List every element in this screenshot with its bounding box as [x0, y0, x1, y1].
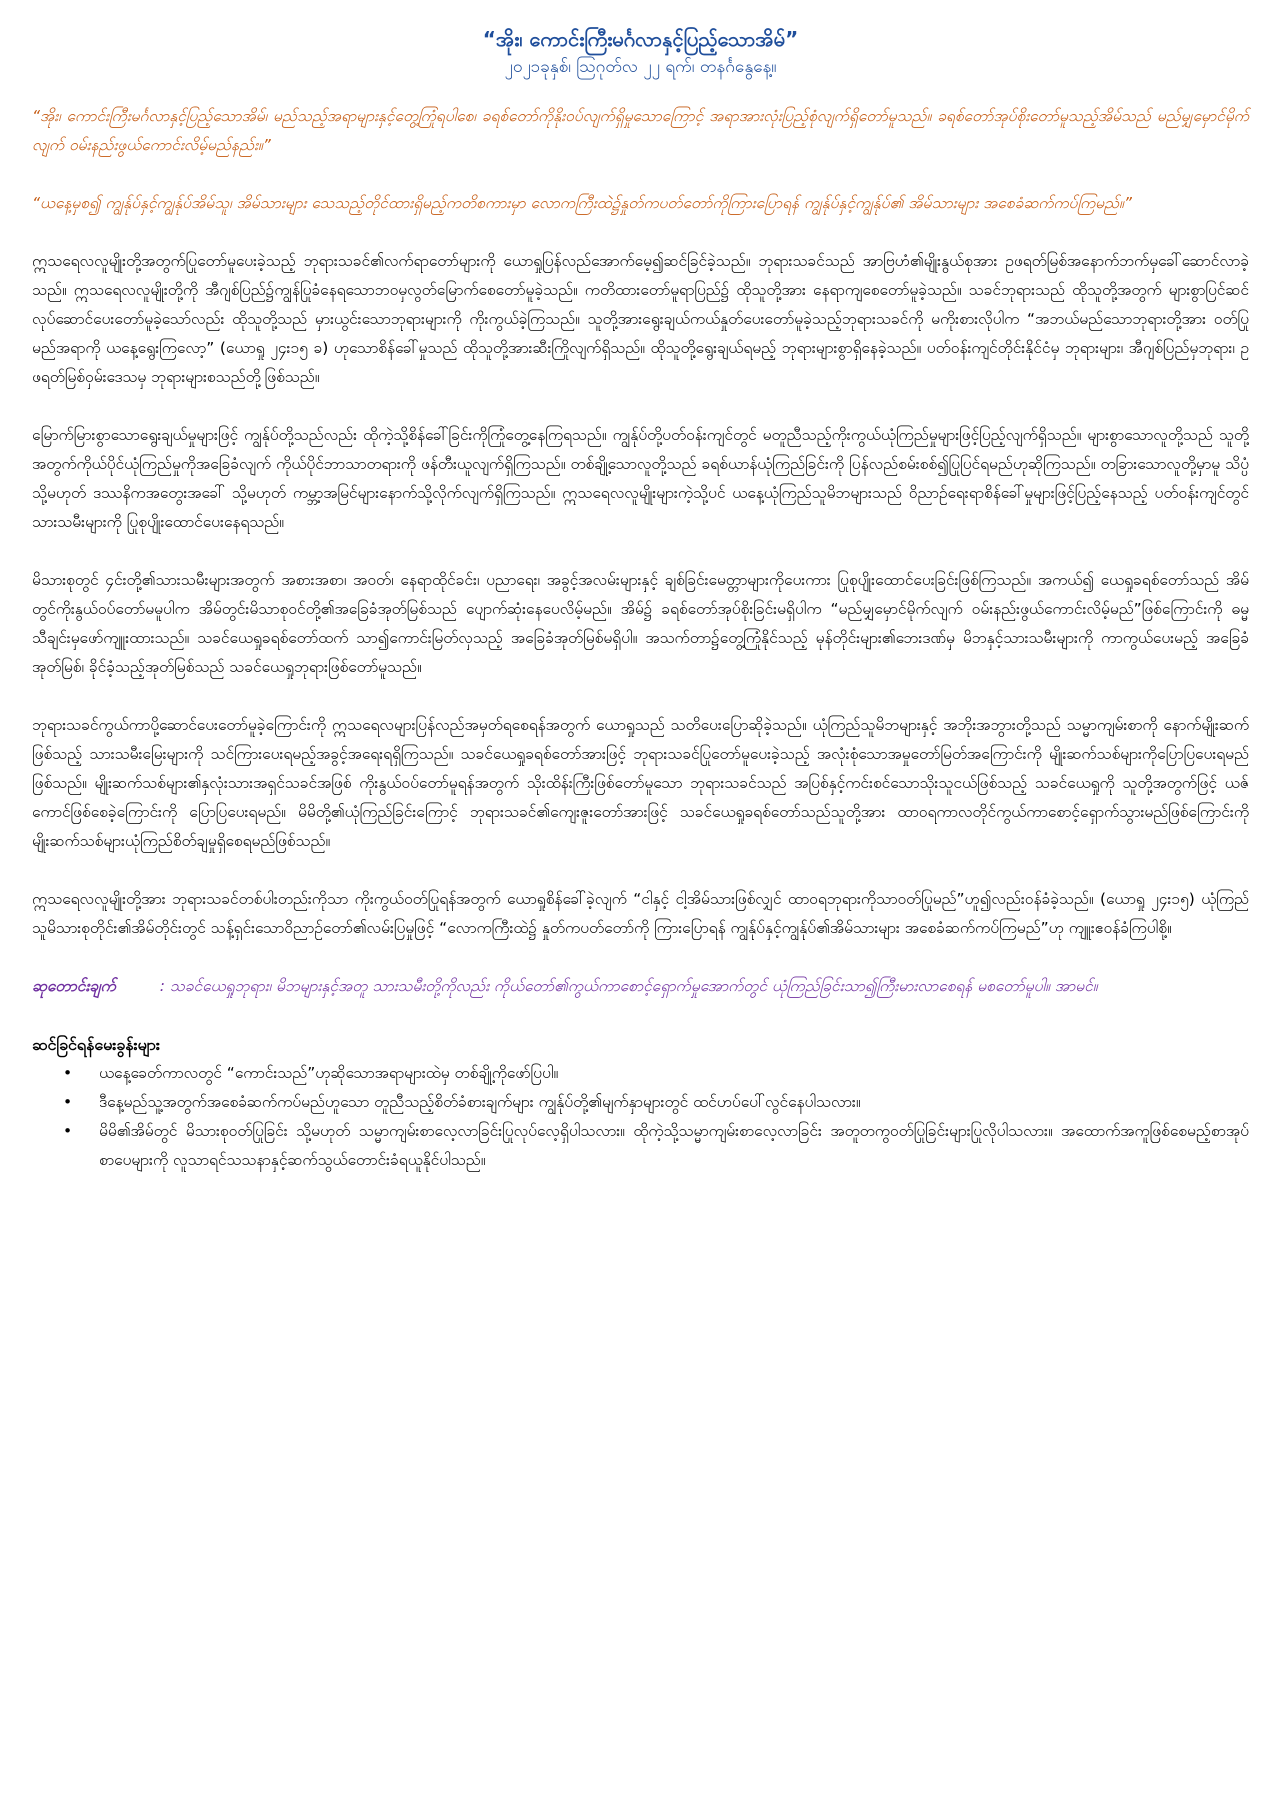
question-text-3: မိမိ၏အိမ်တွင် မိသားစုဝတ်ပြုခြင်း သို့မဟုတ် သမ္မာကျမ်းစာလေ့လာခြင်းပြုလုပ်လေ့ရှိပါသလား။ ထိုကဲ့သို့သမ္မာကျမ်းစာလေ့လာခြင်း အတူတကွဝတ်ပြုခြင်းများပြုလိုပါသလား။ အထောက်အကူဖြစ်စေမည့်စာအုပ်စာပေများကို လူသာရင်သသနာနှင့်ဆက်သွယ်တောင်းခံရယူနိုင်ပါသည်။ [99, 1122, 1249, 1169]
prayer-label: ဆုတောင်းချက် [32, 977, 116, 995]
question-item-1 [63, 1059, 1249, 1088]
question-text-1: ယနေ့ခေတ်ကာလတွင် “ကောင်းသည်”ဟုဆိုသောအရာများထဲမှ တစ်ချို့ကိုဖော်ပြပါ။ [99, 1064, 559, 1082]
bullet-icon: • [63, 1122, 73, 1140]
prayer-block [32, 972, 1249, 1001]
question-text-2: ဒီနေ့မည်သူ့အတွက်အစေခံဆက်ကပ်မည်ဟူသော တူညီသည့်စိတ်ခံစားချက်များ ကျွန်ုပ်တို့၏မျက်နှာများတွင် ထင်ဟပ်ပေါ်လွင်နေပါသလား။ [99, 1093, 861, 1111]
question-item-2 [63, 1088, 1249, 1117]
page-date: ၂၀၂၁ခုနှစ်၊ ဩဂုတ်လ ၂၂ ရက်၊ တနင်္ဂနွေနေ့။ [504, 57, 777, 77]
questions-list [32, 1059, 1249, 1175]
prayer-text: သခင်ယေရှုဘုရား၊ မိဘများနှင့်အတူ သားသမီးတို့ကိုလည်း ကိုယ်တော်၏ကွယ်ကာစောင့်ရှောက်မှုအောက်တွင် ယုံကြည်ခြင်းသာ၍ကြီးမားလာစေရန် မစတော်မူပါ။ အာမင်။ [169, 977, 1098, 995]
prayer-separator: : [159, 977, 165, 995]
body-paragraph-4: ဘုရားသခင်ကွယ်ကာပို့ဆောင်ပေးတော်မူခဲ့ကြောင်းကို ဣသရေလများပြန်လည်အမှတ်ရစေရန်အတွက် ယောရှုသည် သတိပေးပြောဆိုခဲ့သည်။ ယုံကြည်သူမိဘများနှင့် အဘိုးအဘွားတို့သည် သမ္မာကျမ်းစာကို နောက်မျိုးဆက်ဖြစ်သည့် သားသမီးမြေးများကို သင်ကြားပေးရမည့်အခွင့်အရေးရရှိကြသည်။ သခင်ယေရှုခရစ်တော်အားဖြင့် ဘုရားသခင်ပြုတော်မူပေးခဲ့သည့် အလုံးစုံသောအမှုတော်မြတ်အကြောင်းကို မျိုးဆက်သစ်များကိုပြောပြပေးရမည်ဖြစ်သည်။ မျိုးဆက်သစ်များ၏နှလုံးသားအရှင်သခင်အဖြစ် ကိုးနွယ်ဝပ်တော်မူရန်အတွက် သိုးထိန်းကြီးဖြစ်တော်မူသော ဘုရားသခင်သည် အပြစ်နှင့်ကင်းစင်သောသိုးသူငယ်ဖြစ်သည့် သခင်ယေရှုကို သူတို့အတွက်ဖြင့် ယဇ်ကောင်ဖြစ်စေခဲ့ကြောင်းကို ပြောပြပေးရမည်။ မိမိတို့၏ယုံကြည်ခြင်းကြောင့် ဘုရားသခင်၏ကျေးဇူးတော်အားဖြင့် သခင်ယေရှုခရစ်တော်သည်သူတို့အား ထာဝရကာလတိုင်ကွယ်ကာစောင့်ရှောက်သွားမည်ဖြစ်ကြောင်းကို မျိုးဆက်သစ်များယုံကြည်စိတ်ချမှုရှိစေရမည်ဖြစ်သည်။ [32, 716, 1249, 850]
page-title: “အိုး၊ ကောင်းကြီးမင်္ဂလာနှင့်ပြည့်သောအိမ်” [482, 27, 799, 51]
questions-heading: ဆင်ခြင်ရန်မေးခွန်းများ [32, 1035, 160, 1054]
body-paragraph-5: ဣသရေလလူမျိုးတို့အား ဘုရားသခင်တစ်ပါးတည်းကိုသာ ကိုးကွယ်ဝတ်ပြုရန်အတွက် ယောရှုစိန်ခေါ်ခဲ့လျက် “ငါနှင့် ငါ့အိမ်သားဖြစ်လျှင် ထာဝရဘုရားကိုသာဝတ်ပြုမည်”ဟူ၍လည်းဝန်ခံခဲ့သည်။ (ယောရှု ၂၄း၁၅) ယုံကြည်သူမိသားစုတိုင်း၏အိမ်တိုင်းတွင် သန့်ရှင်းသောဝိညာဉ်တော်၏လမ်းပြမှုဖြင့် “လောကကြီးထဲ၌ နှုတ်ကပတ်တော်ကို ကြားပြောရန် ကျွန်ုပ်နှင့်ကျွန်ုပ်၏အိမ်သားများ အစေခံဆက်ကပ်ကြမည်”ဟု ကျူးဧဝန်ခံကြပါစို့။ [32, 890, 1249, 937]
body-paragraph-2: မြောက်မြားစွာသောရွေးချယ်မှုများဖြင့် ကျွန်ုပ်တို့သည်လည်း ထိုကဲ့သို့စိန်ခေါ်ခြင်းကိုကြုံတွေ့နေကြရသည်။ ကျွန်ုပ်တို့ပတ်ဝန်းကျင်တွင် မတူညီသည့်ကိုးကွယ်ယုံကြည်မှုများဖြင့်ပြည့်လျက်ရှိသည်။ များစွာသောလူတို့သည် သူတို့အတွက်ကိုယ်ပိုင်ယုံကြည်မှုကိုအခြေခံလျက် ကိုယ်ပိုင်ဘာသာတရားကို ဖန်တီးယူလျက်ရှိကြသည်။ တစ်ချို့သောလူတို့သည် ခရစ်ယာန်ယုံကြည်ခြင်းကို ပြန်လည်စမ်းစစ်၍ပြုပြင်ရမည်ဟုဆိုကြသည်။ တခြားသောလူတို့မှာမူ သိပ္ပံ သို့မဟုတ် ဒဿနိကအတွေးအခေါ် သို့မဟုတ် ကမ္ဘာ့အမြင်များနောက်သို့လိုက်လျက်ရှိကြသည်။ ဣသရေလလူမျိုးများကဲ့သို့ပင် ယနေ့ယုံကြည်သူမိဘများသည် ဝိညာဉ်ရေးရာစိန်ခေါ်မှုများဖြင့်ပြည့်နေသည့် ပတ်ဝန်းကျင်တွင် သားသမီးများကို ပြုစုပျိုးထောင်ပေးနေရသည်။ [32, 426, 1249, 531]
body-paragraph-3: မိသားစုတွင် ၄င်းတို့၏သားသမီးများအတွက် အစားအစာ၊ အဝတ်၊ နေရာထိုင်ခင်း၊ ပညာရေး၊ အခွင့်အလမ်းများနှင့် ချစ်ခြင်းမေတ္တာများကိုပေးကား ပြုစုပျိုးထောင်ပေးခြင်းဖြစ်ကြသည်။ အကယ်၍ ယေရှုခရစ်တော်သည် အိမ်တွင်ကိုးနွယ်ဝပ်တော်မမူပါက အိမ်တွင်းမိသာစုဝင်တို့၏အခြေခံအုတ်မြစ်သည် ပျောက်ဆုံးနေပေလိမ့်မည်။ အိမ်၌ ခရစ်တော်အုပ်စိုးခြင်းမရှိပါက “မည်မျှမှောင်မိုက်လျက် ဝမ်းနည်းဖွယ်ကောင်းလိမ့်မည်”ဖြစ်ကြောင်းကို ဓမ္မသီချင်းမှဖော်ကျူးထားသည်။ သခင်ယေရှုခရစ်တော်ထက် သာ၍ကောင်းမြတ်လှသည့် အခြေခံအုတ်မြစ်မရှိပါ။ အသက်တာ၌တွေ့ကြုံနိုင်သည့် မုန်တိုင်းများ၏ဘေးဒဏ်မှ မိဘနှင့်သားသမီးများကို ကာကွယ်ပေးမည့် အခြေခံအုတ်မြစ်၊ ခိုင်ခံ့သည့်အုတ်မြစ်သည် သခင်ယေရှုဘုရားဖြစ်တော်မူသည်။ [32, 571, 1249, 676]
bullet-icon: • [63, 1064, 73, 1082]
commitment-quote: “ယနေ့မှစ၍ ကျွန်ုပ်နှင့်ကျွန်ုပ်အိမ်သူ၊ အိမ်သားများ သေသည့်တိုင်ထားရှိမည့်ကတိစကားမှာ လောကကြီးထဲ၌နှုတ်ကပတ်တော်ကိုကြားပြောရန် ကျွန်ုပ်နှင့်ကျွန်ုပ်၏ အိမ်သားများ အစေခံဆက်ကပ်ကြမည်။” [32, 194, 1132, 212]
question-item-3 [63, 1117, 1249, 1175]
bullet-icon: • [63, 1093, 73, 1111]
body-paragraph-1: ဣသရေလလူမျိုးတို့အတွက်ပြုတော်မူပေးခဲ့သည့် ဘုရားသခင်၏လက်ရာတော်များကို ယောရှုပြန်လည်အောက်မေ့၍ဆင်ခြင်ခဲ့သည်။ ဘုရားသခင်သည် အာဗြဟံ၏မျိုးနွယ်စုအား ဥဖရတ်မြစ်အနောက်ဘက်မှခေါ်ဆောင်လာခဲ့သည်။ ဣသရေလလူမျိုးတို့ကို အီဂျစ်ပြည်၌ကျွန်ပြုခံနေရသောဘဝမှလွတ်မြောက်စေတော်မူခဲ့သည်။ ကတိထားတော်မူရာပြည်၌ ထိုသူတို့အား နေရာကျစေတော်မူခဲ့သည်။ သခင်ဘုရားသည် ထိုသူတို့အတွက် များစွာပြင်ဆင်လုပ်ဆောင်ပေးတော်မူခဲ့သော်လည်း ထိုသူတို့သည် မှားယွင်းသောဘုရားများကို ကိုးကွယ်ခဲ့ကြသည်။ သူတို့အားရွေးချယ်ကယ်နှုတ်ပေးတော်မူခဲ့သည့်ဘုရားသခင်ကို မကိုးစားလိုပါက “အဘယ်မည်သောဘုရားတို့အား ဝတ်ပြုမည်အရာကို ယနေ့ရွေးကြလော့” (ယောရှု ၂၄း၁၅ ခ) ဟုသောစိန်ခေါ်မှုသည် ထိုသူတို့အားဆီးကြိုလျက်ရှိသည်။ ထိုသူတို့ရွေးချယ်ရမည့် ဘုရားများစွာရှိနေခဲ့သည်။ ပတ်ဝန်းကျင်တိုင်းနိုင်ငံမှ ဘုရားများ၊ အီဂျစ်ပြည်မှဘုရား၊ ဥဖရတ်မြစ်ဝှမ်းဒေသမှ ဘုရားများစသည်တို့ဖြစ်သည်။ [32, 252, 1249, 386]
opening-quote: “အိုး၊ ကောင်းကြီးမင်္ဂလာနှင့်ပြည့်သောအိမ်၊ မည်သည့်အရာများနှင့်တွေ့ကြုံရပါစေ၊ ခရစ်တော်ကိုနိုးဝပ်လျက်ရှိမှုသောကြောင့် အရာအားလုံးပြည့်စုံလျက်ရှိတော်မူသည်။ ခရစ်တော်အုပ်စိုးတော်မူသည့်အိမ်သည် မည်မျှမှောင်မိုက်လျက် ဝမ်းနည်းဖွယ်ကောင်းလိမ့်မည်နည်း။” [32, 107, 1249, 154]
